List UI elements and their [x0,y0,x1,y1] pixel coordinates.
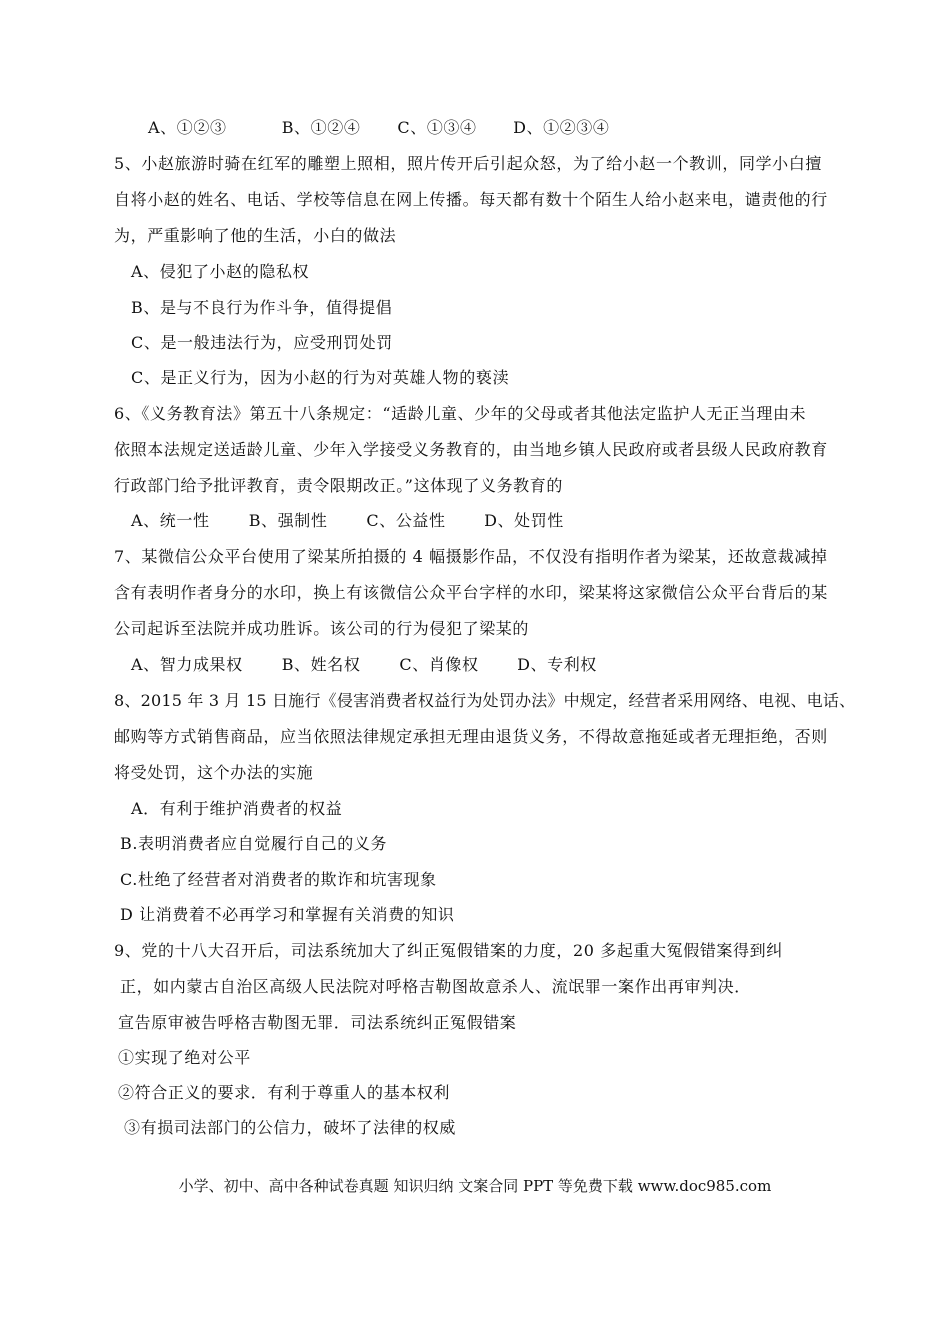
q6-option-c: C、公益性 [366,511,446,530]
q7-options [131,655,597,675]
q6-option-b: B、强制性 [248,511,328,530]
q4-option-b: B、①②④ [281,118,361,137]
q7-stem-line-1: 7、某微信公众平台使用了梁某所拍摄的 4 幅摄影作品，不仅没有指明作者为梁某，还故意裁减掉 [114,547,828,566]
q9-stem-line-3: 宣告原审被告呼格吉勒图无罪．司法系统纠正冤假错案 [118,1013,517,1032]
q8-option-b: B.表明消费者应自觉履行自己的义务 [120,834,388,853]
q5-option-a: A、侵犯了小赵的隐私权 [131,262,310,281]
q7-option-b: B、姓名权 [281,655,361,674]
q6-option-d: D、处罚性 [484,511,564,530]
q8-stem-line-2: 邮购等方式销售商品，应当依照法律规定承担无理由退货义务，不得故意拖延或者无理拒绝，否则 [114,727,828,746]
q8-option-a: A．有利于维护消费者的权益 [131,799,343,818]
q6-stem-line-3: 行政部门给予批评教育，责令限期改正。”这体现了义务教育的 [114,476,563,495]
q5-stem-line-1: 5、小赵旅游时骑在红军的雕塑上照相，照片传开后引起众怒，为了给小赵一个教训，同学小白擅 [114,154,822,173]
q5-stem-line-3: 为，严重影响了他的生活，小白的做法 [114,226,397,245]
q5-option-b: B、是与不良行为作斗争，值得提倡 [131,298,393,317]
q4-options [148,118,610,138]
q7-option-a: A、智力成果权 [131,655,243,674]
q8-stem-line-3: 将受处罚，这个办法的实施 [114,763,314,782]
q7-stem-line-2: 含有表明作者身分的水印，换上有该微信公众平台字样的水印，梁某将这家微信公众平台背后的某 [114,583,828,602]
q8-option-d: D 让消费着不必再学习和掌握有关消费的知识 [120,905,455,924]
q8-stem-line-1: 8、2015 年 3 月 15 日施行《侵害消费者权益行为处罚办法》中规定，经营者采用网络、电视、电话、 [114,691,856,710]
q9-stem-line-2: 正，如内蒙古自治区高级人民法院对呼格吉勒图故意杀人、流氓罪一案作出再审判决． [120,977,751,996]
q7-option-c: C、肖像权 [399,655,479,674]
q7-option-d: D、专利权 [517,655,597,674]
q4-option-a: A、①②③ [148,118,227,137]
page-footer: 小学、初中、高中各种试卷真题 知识归纳 文案合同 PPT 等免费下载 www.doc985.com [178,1177,772,1195]
q5-option-c: C、是一般违法行为，应受刑罚处罚 [131,333,393,352]
q6-option-a: A、统一性 [131,511,210,530]
q9-item-3: ③有损司法部门的公信力，破坏了法律的权威 [124,1118,457,1137]
q9-stem-line-1: 9、党的十八大召开后，司法系统加大了纠正冤假错案的力度，20 多起重大冤假错案得到纠 [114,941,783,960]
q6-stem-line-1: 6、《义务教育法》第五十八条规定：“适龄儿童、少年的父母或者其他法定监护人无正当理由未 [114,404,807,423]
q5-stem-line-2: 自将小赵的姓名、电话、学校等信息在网上传播。每天都有数十个陌生人给小赵来电，谴责他的行 [114,190,828,209]
q9-item-1: ①实现了绝对公平 [118,1048,251,1067]
q7-stem-line-3: 公司起诉至法院并成功胜诉。该公司的行为侵犯了梁某的 [114,619,530,638]
q4-option-d: D、①②③④ [513,118,610,137]
q6-options [131,511,564,531]
q5-option-d: C、是正义行为，因为小赵的行为对英雄人物的亵渎 [131,368,510,387]
q9-item-2: ②符合正义的要求．有利于尊重人的基本权利 [118,1083,451,1102]
q8-option-c: C.杜绝了经营者对消费者的欺诈和坑害现象 [120,870,437,889]
q4-option-c: C、①③④ [397,118,477,137]
q6-stem-line-2: 依照本法规定送适龄儿童、少年入学接受义务教育的，由当地乡镇人民政府或者县级人民政府教育 [114,440,828,459]
